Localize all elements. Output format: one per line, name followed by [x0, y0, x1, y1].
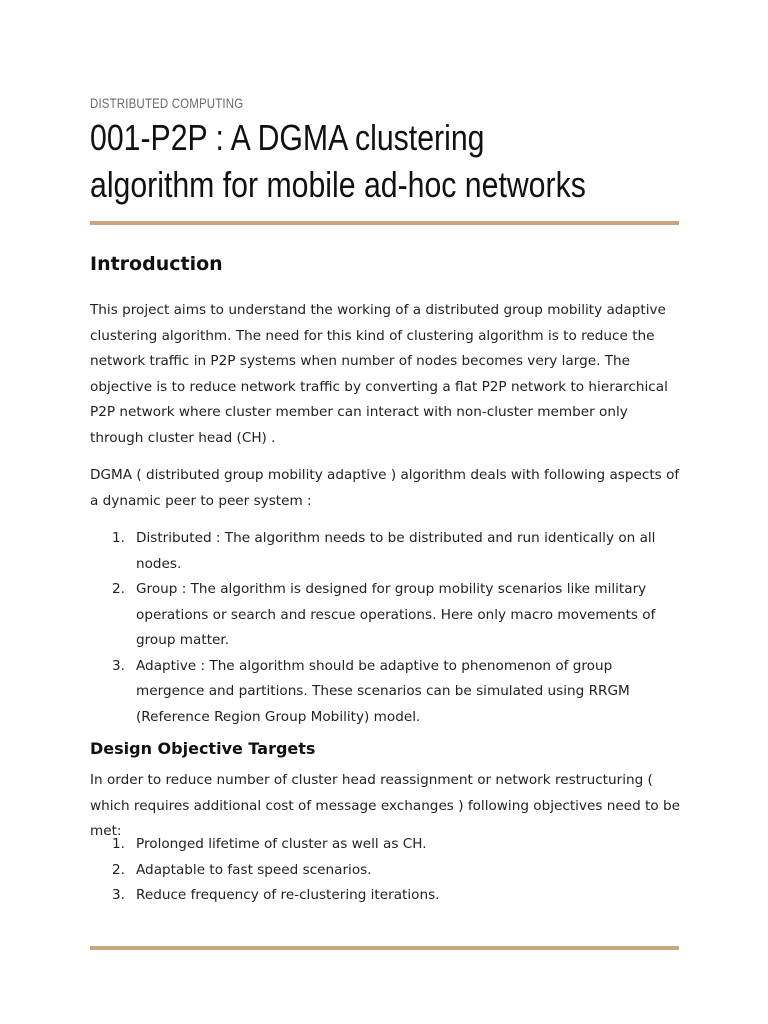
- aspects-list: [90, 526, 680, 730]
- list-number: 3.: [112, 887, 125, 903]
- list-number: 2.: [112, 861, 125, 878]
- list-item: [90, 883, 680, 909]
- introduction-heading: Introduction: [90, 253, 223, 275]
- category-label: DISTRIBUTED COMPUTING: [90, 95, 244, 111]
- list-item-text: Group : The algorithm is designed for group mobility scenarios like military operations or search and rescue operations. Here only macro movements of group matter.: [136, 581, 656, 648]
- list-item-text: Prolonged lifetime of cluster as well as CH.: [136, 836, 427, 852]
- list-number: 1.: [112, 836, 125, 852]
- design-objectives-heading: Design Objective Targets: [90, 739, 316, 758]
- list-item: [90, 654, 680, 731]
- list-item: [90, 832, 680, 858]
- list-number: 3.: [112, 657, 125, 674]
- list-item: [90, 858, 680, 884]
- introduction-paragraph-1: This project aims to understand the working of a distributed group mobility adaptive clustering algorithm. The need for this kind of clustering algorithm is to reduce the network traffic in P2P systems when number of nodes becomes very large. The objective is to reduce network traffic by converting a flat P2P network to hierarchical P2P network where cluster member can interact with non-cluster member only through cluster head (CH) .: [90, 302, 668, 446]
- list-item: [90, 577, 680, 654]
- list-number: 1.: [112, 530, 125, 546]
- list-item-text: Distributed : The algorithm needs to be distributed and run identically on all nodes.: [136, 530, 656, 572]
- page-title: 001-P2P : A DGMA clustering algorithm for mobile ad-hoc networks: [90, 117, 586, 205]
- list-number: 2.: [112, 581, 125, 597]
- list-item-text: Adaptable to fast speed scenarios.: [136, 861, 372, 878]
- introduction-paragraph-2: DGMA ( distributed group mobility adaptive ) algorithm deals with following aspects of a dynamic peer to peer system :: [90, 467, 680, 509]
- list-item-text: Adaptive : The algorithm should be adaptive to phenomenon of group mergence and partitions. These scenarios can be simulated using RRGM (Reference Region Group Mobility) model.: [136, 657, 630, 725]
- header-divider: [90, 221, 679, 225]
- list-item: [90, 526, 680, 577]
- design-paragraph: In order to reduce number of cluster head reassignment or network restructuring ( which requires additional cost of message exchanges ) following objectives need to be met:: [90, 772, 680, 839]
- list-item-text: Reduce frequency of re-clustering iterations.: [136, 887, 440, 903]
- objectives-list: [90, 832, 680, 909]
- footer-divider: [90, 946, 679, 950]
